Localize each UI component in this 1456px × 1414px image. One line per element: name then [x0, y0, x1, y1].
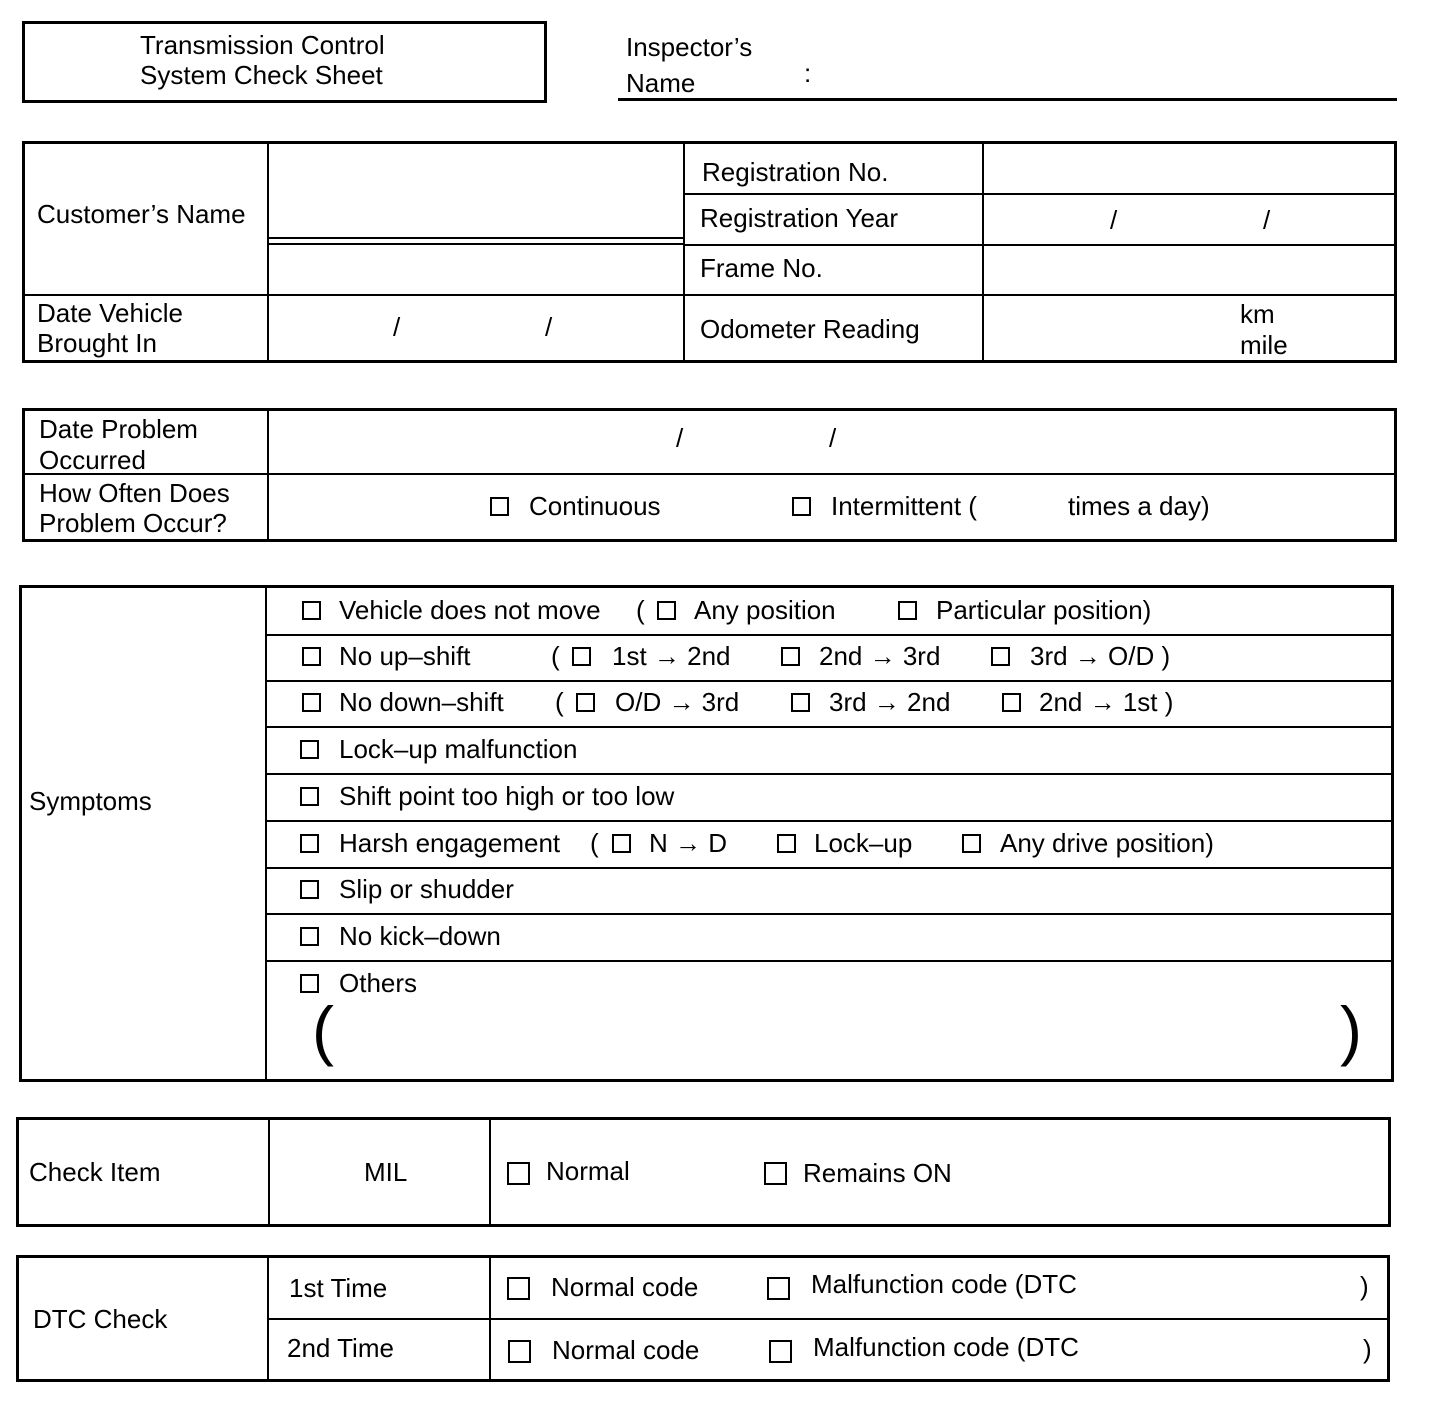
- date-brought-in-label-line1: Date Vehicle: [37, 298, 183, 328]
- dtc-second-time-label: 2nd Time: [287, 1333, 394, 1363]
- downshift-od-3-label: O/D → 3rd: [615, 687, 740, 717]
- slip-shudder-checkbox[interactable]: [300, 880, 319, 899]
- frame-no-field[interactable]: [985, 246, 1394, 292]
- sheet-title-line2: System Check Sheet: [140, 60, 383, 90]
- how-often-label-line1: How Often Does: [39, 478, 230, 508]
- how-often-label-line2: Problem Occur?: [39, 508, 227, 538]
- harsh-any-drive-checkbox[interactable]: [962, 834, 981, 853]
- no-downshift-checkbox[interactable]: [302, 693, 321, 712]
- intermittent-checkbox[interactable]: [792, 497, 811, 516]
- dtc-second-normal-checkbox[interactable]: [508, 1340, 531, 1363]
- harsh-n-d-label: N → D: [649, 828, 727, 858]
- mil-remains-on-label: Remains ON: [803, 1158, 952, 1188]
- divider: [489, 1117, 491, 1227]
- customer-name-field-2[interactable]: [270, 246, 682, 292]
- dtc-first-time-label: 1st Time: [289, 1273, 388, 1303]
- divider: [265, 820, 1394, 822]
- date-occurred-slash-2: /: [829, 423, 837, 453]
- no-upshift-checkbox[interactable]: [302, 647, 321, 666]
- continuous-label: Continuous: [529, 491, 661, 521]
- divider: [265, 634, 1394, 636]
- dtc-first-malfunction-label: Malfunction code (DTC: [811, 1269, 1077, 1299]
- sheet-title-line1: Transmission Control: [140, 30, 385, 60]
- divider: [267, 1318, 1390, 1320]
- divider: [267, 141, 269, 363]
- inspector-colon: :: [804, 58, 812, 88]
- harsh-engagement-checkbox[interactable]: [300, 834, 319, 853]
- customer-name-label: Customer’s Name: [37, 199, 246, 229]
- date-occurred-label-line1: Date Problem: [39, 414, 198, 444]
- registration-year-label: Registration Year: [700, 203, 899, 233]
- vehicle-no-move-checkbox[interactable]: [302, 601, 321, 620]
- downshift-od-3-checkbox[interactable]: [576, 693, 595, 712]
- others-close-paren: ): [1340, 993, 1362, 1067]
- upshift-2-3-label: 2nd → 3rd: [819, 641, 941, 671]
- continuous-checkbox[interactable]: [490, 497, 509, 516]
- intermittent-label: Intermittent (: [831, 491, 977, 521]
- divider: [982, 141, 984, 363]
- mil-normal-label: Normal: [546, 1156, 630, 1186]
- harsh-lockup-label: Lock–up: [814, 828, 913, 858]
- no-kickdown-checkbox[interactable]: [300, 927, 319, 946]
- check-item-table: [16, 1117, 1391, 1227]
- dtc-second-close-paren: ): [1363, 1334, 1372, 1364]
- others-label: Others: [339, 968, 418, 998]
- dtc-second-malfunction-checkbox[interactable]: [769, 1340, 792, 1363]
- slip-shudder-label: Slip or shudder: [339, 874, 514, 904]
- inspector-name-field[interactable]: [830, 58, 1396, 98]
- harsh-engagement-label: Harsh engagement: [339, 828, 561, 858]
- downshift-3-2-checkbox[interactable]: [791, 693, 810, 712]
- odometer-label: Odometer Reading: [700, 314, 920, 344]
- divider: [265, 960, 1394, 962]
- dtc-first-code-field[interactable]: [1110, 1268, 1350, 1308]
- open-paren: (: [636, 595, 645, 625]
- open-paren: (: [555, 687, 564, 717]
- registration-year-slash-2: /: [1263, 205, 1271, 235]
- others-field[interactable]: [350, 1005, 1335, 1070]
- open-paren: (: [590, 828, 599, 858]
- divider: [267, 408, 269, 542]
- particular-position-checkbox[interactable]: [898, 601, 917, 620]
- harsh-any-drive-label: Any drive position): [1000, 828, 1214, 858]
- inspector-label-line1: Inspector’s: [626, 32, 753, 62]
- divider: [268, 243, 684, 245]
- date-brought-in-slash-2: /: [545, 312, 553, 342]
- divider: [22, 294, 1397, 296]
- lockup-malfunction-label: Lock–up malfunction: [339, 734, 578, 764]
- dtc-second-normal-label: Normal code: [552, 1335, 700, 1365]
- upshift-3-od-label: 3rd → O/D ): [1030, 641, 1171, 671]
- divider: [265, 726, 1394, 728]
- particular-position-label: Particular position): [936, 595, 1152, 625]
- odometer-field[interactable]: [985, 297, 1225, 360]
- no-downshift-label: No down–shift: [339, 687, 504, 717]
- symptoms-label: Symptoms: [29, 786, 152, 816]
- registration-no-label: Registration No.: [702, 157, 889, 187]
- shift-point-label: Shift point too high or too low: [339, 781, 675, 811]
- times-a-day-field[interactable]: [995, 489, 1060, 525]
- dtc-first-normal-label: Normal code: [551, 1272, 699, 1302]
- any-position-label: Any position: [694, 595, 836, 625]
- dtc-check-label: DTC Check: [33, 1304, 168, 1334]
- lockup-malfunction-checkbox[interactable]: [300, 740, 319, 759]
- divider: [265, 913, 1394, 915]
- date-brought-in-field[interactable]: [270, 297, 682, 360]
- dtc-first-close-paren: ): [1360, 1271, 1369, 1301]
- upshift-1-2-label: 1st → 2nd: [612, 641, 731, 671]
- customer-name-field[interactable]: [270, 144, 682, 236]
- divider: [265, 680, 1394, 682]
- downshift-2-1-checkbox[interactable]: [1002, 693, 1021, 712]
- downshift-2-1-label: 2nd → 1st ): [1039, 687, 1174, 717]
- inspector-label-line2: Name: [626, 68, 696, 98]
- divider: [265, 867, 1394, 869]
- divider: [265, 585, 267, 1082]
- frame-no-label: Frame No.: [700, 253, 823, 283]
- dtc-second-malfunction-label: Malfunction code (DTC: [813, 1332, 1079, 1362]
- divider: [268, 1117, 270, 1227]
- divider: [268, 237, 684, 239]
- any-position-checkbox[interactable]: [657, 601, 676, 620]
- inspector-name-underline: [618, 98, 1397, 101]
- divider: [265, 773, 1394, 775]
- divider: [683, 141, 685, 363]
- mil-label: MIL: [364, 1157, 408, 1187]
- divider: [683, 193, 1397, 195]
- shift-point-checkbox[interactable]: [300, 787, 319, 806]
- open-paren: (: [551, 641, 560, 671]
- harsh-n-d-checkbox[interactable]: [612, 834, 631, 853]
- registration-year-slash-1: /: [1110, 205, 1118, 235]
- others-open-paren: (: [312, 993, 334, 1067]
- check-item-label: Check Item: [29, 1157, 161, 1187]
- date-brought-in-slash-1: /: [393, 312, 401, 342]
- date-brought-in-label-line2: Brought In: [37, 328, 157, 358]
- date-occurred-label-line2: Occurred: [39, 445, 146, 475]
- times-a-day-label: times a day): [1068, 491, 1210, 521]
- downshift-3-2-label: 3rd → 2nd: [829, 687, 951, 717]
- upshift-2-3-checkbox[interactable]: [781, 647, 800, 666]
- no-kickdown-label: No kick–down: [339, 921, 501, 951]
- harsh-lockup-checkbox[interactable]: [777, 834, 796, 853]
- mil-normal-checkbox[interactable]: [507, 1162, 530, 1185]
- registration-year-field[interactable]: [985, 196, 1394, 243]
- upshift-1-2-checkbox[interactable]: [572, 647, 591, 666]
- date-occurred-slash-1: /: [676, 423, 684, 453]
- odometer-mile-unit: mile: [1240, 330, 1288, 360]
- no-upshift-label: No up–shift: [339, 641, 471, 671]
- upshift-3-od-checkbox[interactable]: [991, 647, 1010, 666]
- registration-no-field[interactable]: [985, 144, 1394, 192]
- date-occurred-field[interactable]: [270, 411, 1394, 471]
- vehicle-no-move-label: Vehicle does not move: [339, 595, 601, 625]
- dtc-second-code-field[interactable]: [1112, 1330, 1352, 1370]
- dtc-first-malfunction-checkbox[interactable]: [767, 1277, 790, 1300]
- divider: [22, 473, 1397, 475]
- dtc-first-normal-checkbox[interactable]: [507, 1277, 530, 1300]
- mil-remains-on-checkbox[interactable]: [764, 1162, 787, 1185]
- odometer-km-unit: km: [1240, 299, 1275, 329]
